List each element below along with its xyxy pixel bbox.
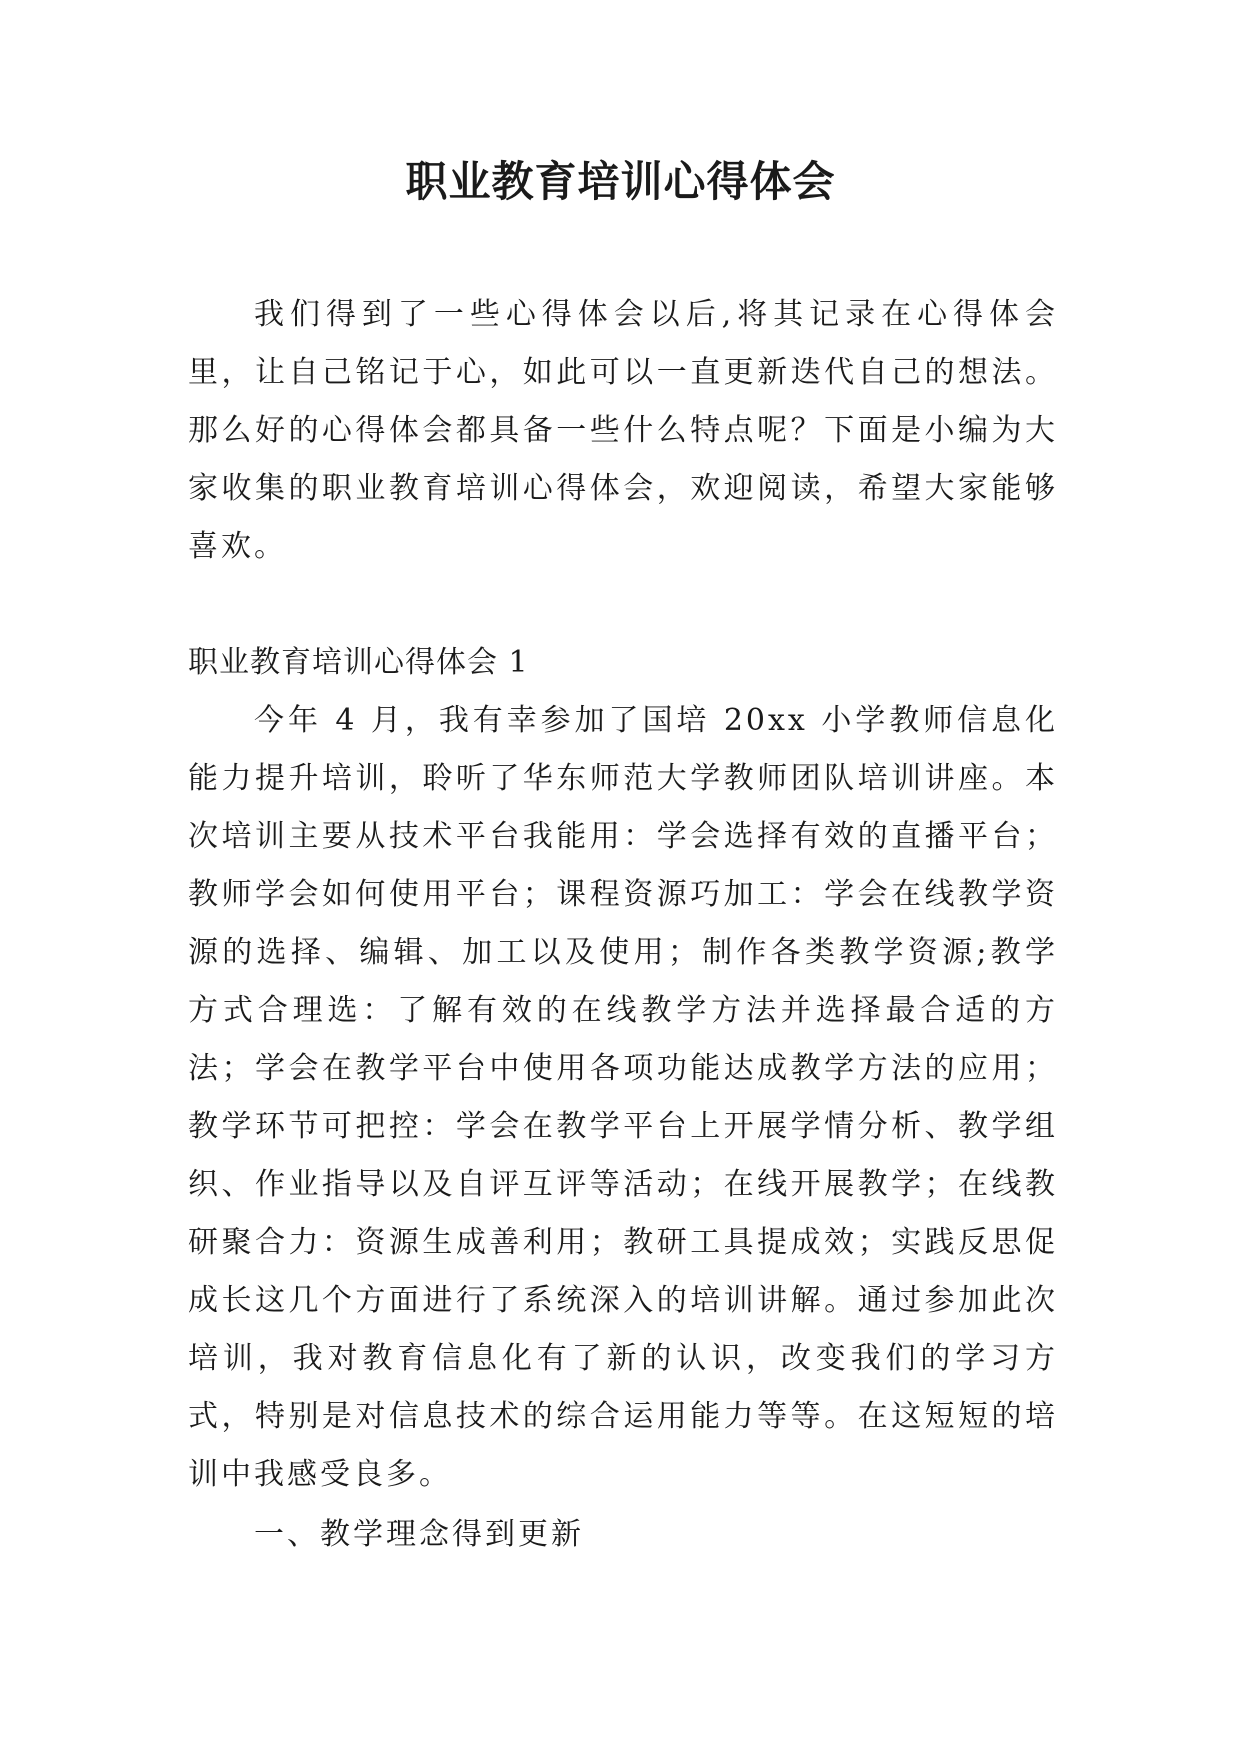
section-subheading: 一、教学理念得到更新 <box>254 1517 584 1552</box>
section-paragraph: 今年 4 月，我有幸参加了国培 20xx 小学教师信息化能力提升培训，聆听了华东师范大学教师团队培训讲座。本次培训主要从技术平台我能用：学会选择有效的直播平台；教师学会如何使用平台；课程资源巧加工：学会在线教学资源的选择、编辑、加工以及使用；制作各类教学资源;教学方式合理选：了解有效的在线教学方法并选择最合适的方法；学会在教学平台中使用各项功能达成教学方法的应用；教学环节可把控：学会在教学平台上开展学情分析、教学组织、作业指导以及自评互评等活动；在线开展教学；在线教研聚合力：资源生成善利用；教研工具提成效；实践反思促成长这几个方面进行了系统深入的培训讲解。通过参加此次培训，我对教育信息化有了新的认识，改变我们的学习方式，特别是对信息技术的综合运用能力等等。在这短短的培训中我感受良多。 <box>188 703 1058 1492</box>
intro-paragraph: 我们得到了一些心得体会以后,将其记录在心得体会里，让自己铭记于心，如此可以一直更新迭代自己的想法。那么好的心得体会都具备一些什么特点呢？下面是小编为大家收集的职业教育培训心得体会，欢迎阅读，希望大家能够喜欢。 <box>188 297 1058 564</box>
document-title: 职业教育培训心得体会 <box>405 157 836 206</box>
section-heading: 职业教育培训心得体会 1 <box>188 645 529 680</box>
